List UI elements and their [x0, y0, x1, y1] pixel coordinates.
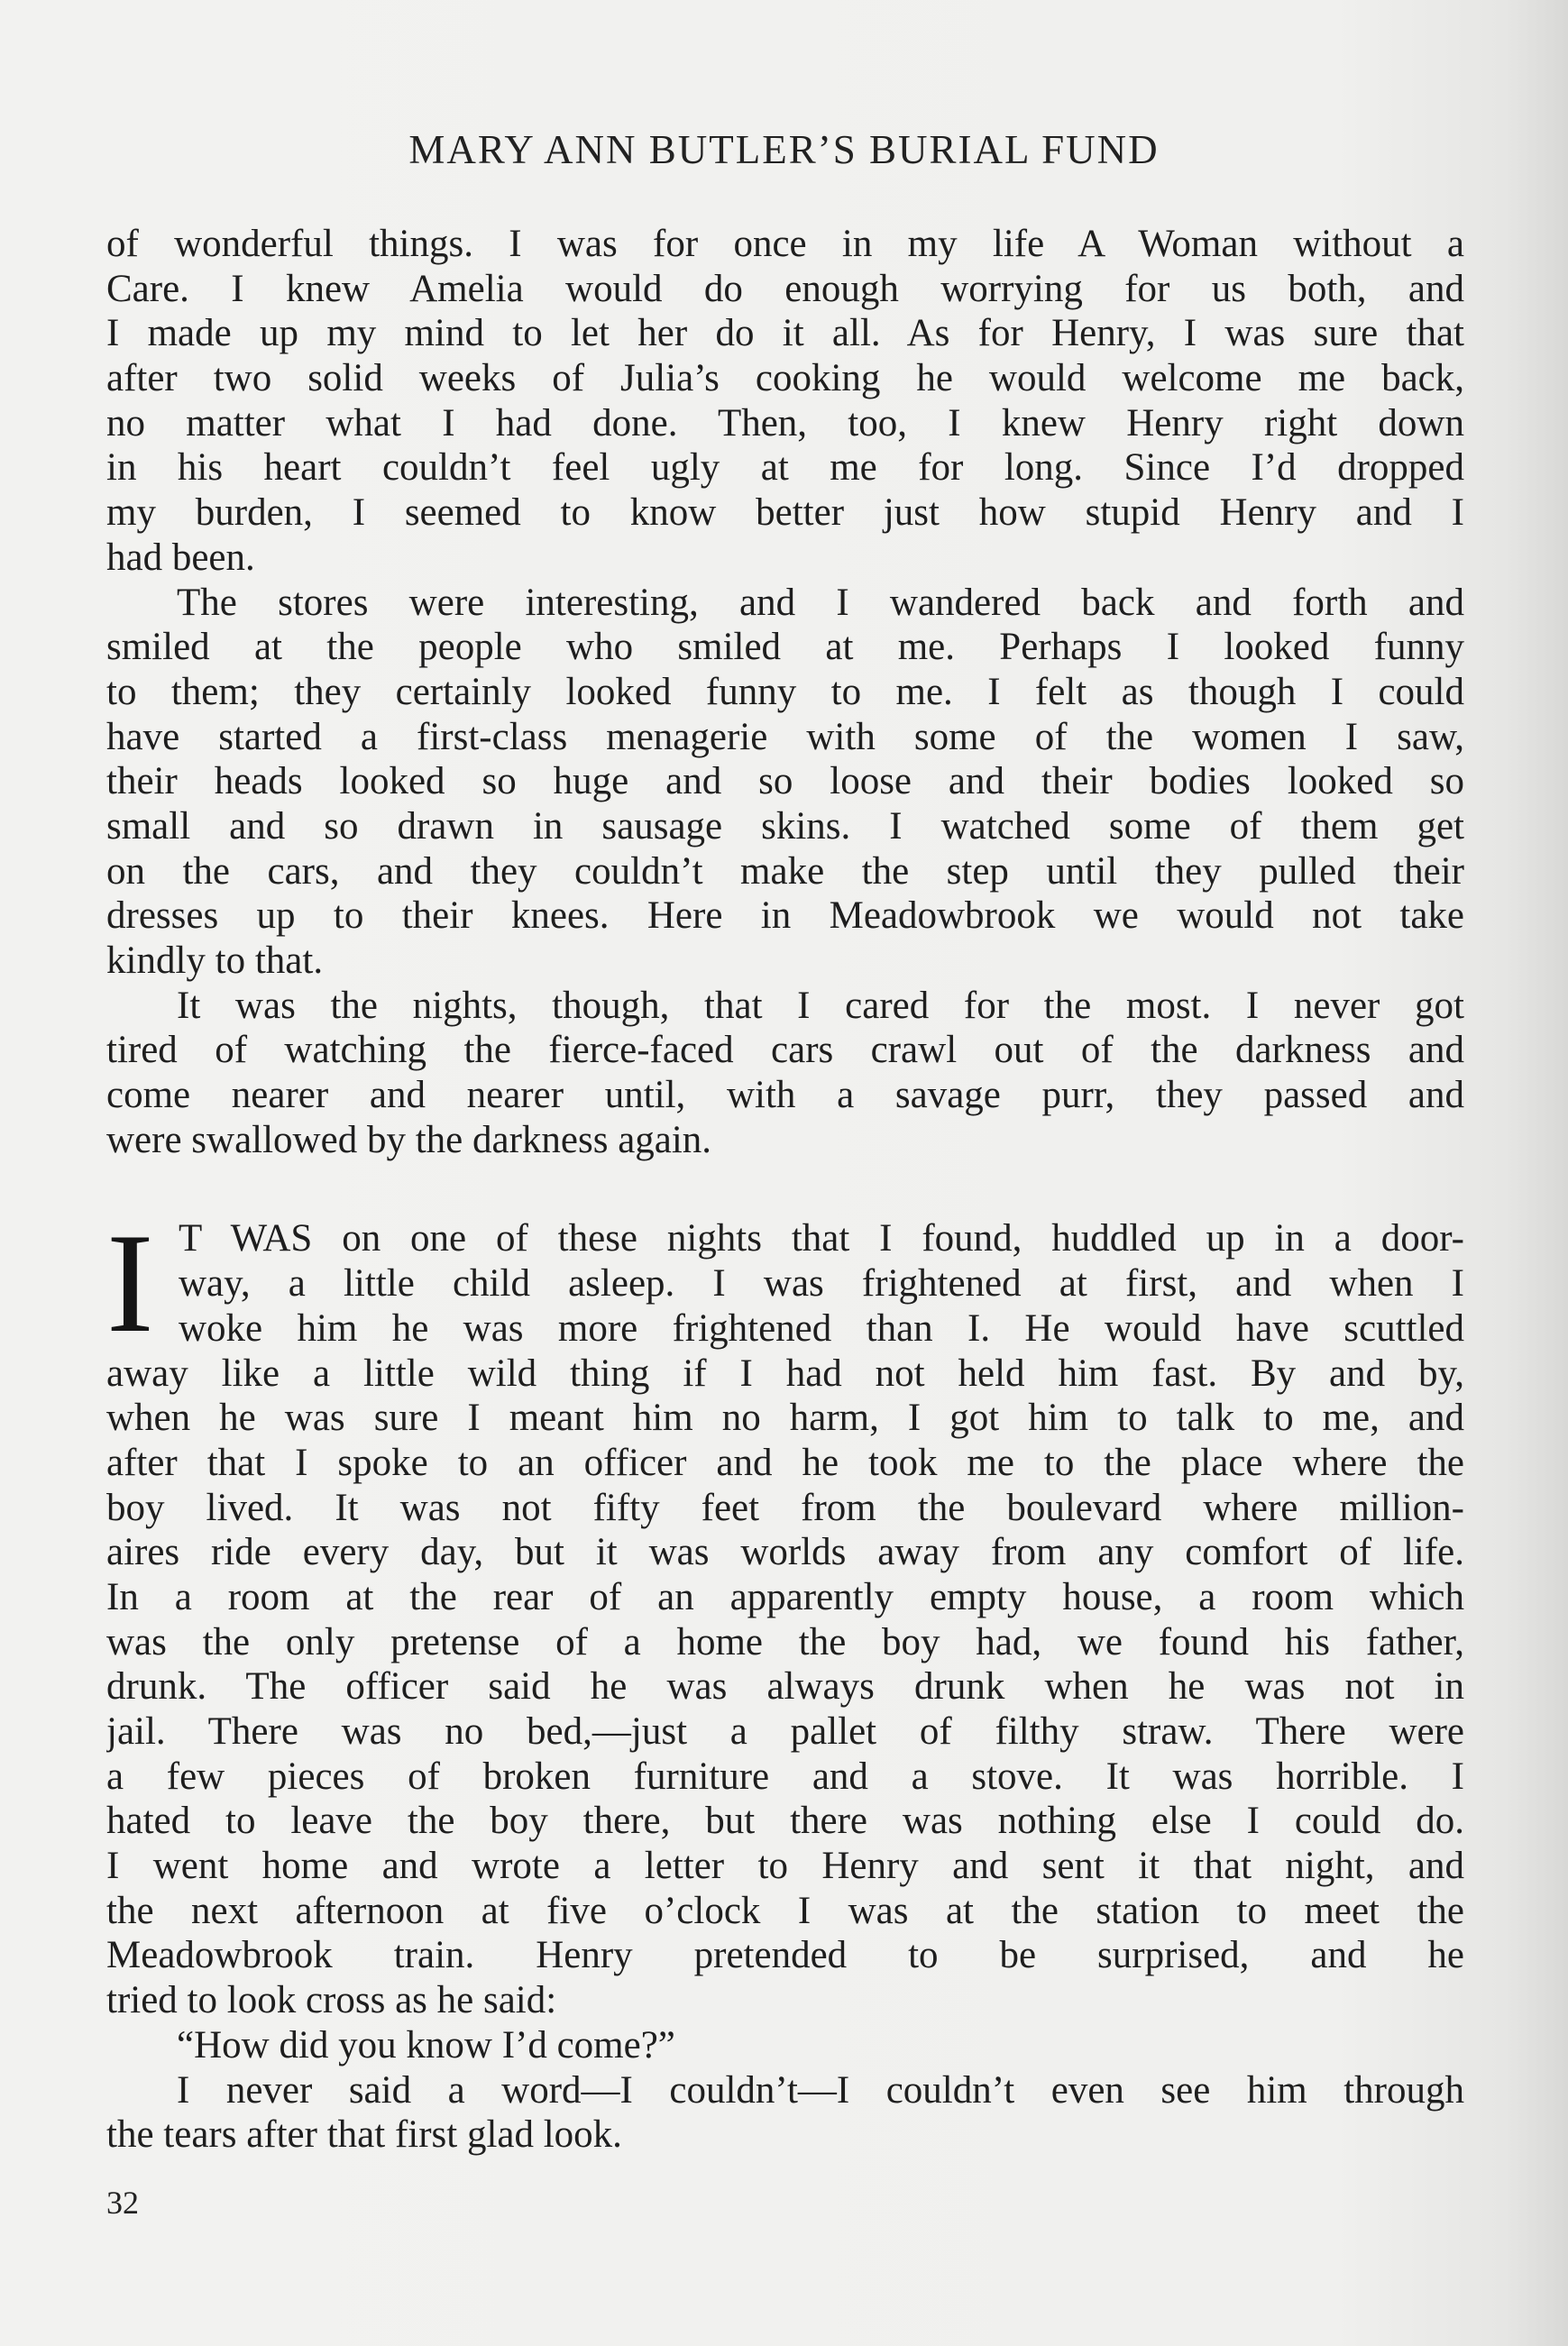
text-line: no matter what I had done. Then, too, I knew Henry right down	[106, 401, 1464, 444]
text-line: way, a little child asleep. I was frightened at first, and when I	[179, 1262, 1464, 1306]
text-line: Care. I knew Amelia would do enough worrying for us both, and	[106, 267, 1464, 310]
text-line: in his heart couldn’t feel ugly at me for long. Since I’d dropped	[106, 446, 1464, 490]
text-line: tired of watching the fierce-faced cars crawl out of the darkness and	[106, 1029, 1464, 1072]
text-line: I made up my mind to let her do it all. As for Henry, I was sure that	[106, 312, 1464, 355]
text-line: after that I spoke to an officer and he took me to the place where the	[106, 1441, 1464, 1484]
text-line: woke him he was more frightened than I. He would have scuttled	[179, 1306, 1464, 1350]
text-line: smiled at the people who smiled at me. Perhaps I looked funny	[106, 626, 1464, 669]
text-line: of wonderful things. I was for once in my life A Woman without a	[106, 223, 1464, 265]
text-line: come nearer and nearer until, with a savage purr, they passed and	[106, 1074, 1464, 1117]
drop-cap-initial: I	[106, 1205, 154, 1362]
text-line: It was the nights, though, that I cared for the most. I never got	[177, 984, 1464, 1027]
text-line: a few pieces of broken furniture and a stove. It was horrible. I	[106, 1755, 1464, 1798]
text-line: when he was sure I meant him no harm, I got him to talk to me, and	[106, 1397, 1464, 1440]
text-line: my burden, I seemed to know better just how stupid Henry and I	[106, 491, 1464, 535]
text-line: aires ride every day, but it was worlds away from any comfort of life.	[106, 1531, 1464, 1574]
text-line: jail. There was no bed,—just a pallet of filthy straw. There were	[106, 1710, 1464, 1753]
section-break	[106, 1162, 1464, 1216]
text-line: tried to look cross as he said:	[106, 1979, 557, 2022]
text-line: “How did you know I’d come?”	[177, 2023, 675, 2066]
text-line: was the only pretense of a home the boy had, we found his father,	[106, 1620, 1464, 1663]
body-text	[106, 222, 1464, 2158]
text-line: The stores were interesting, and I wandered back and forth and	[177, 581, 1464, 624]
text-line: after two solid weeks of Julia’s cooking he would welcome me back,	[106, 357, 1464, 400]
text-line: their heads looked so huge and so loose and their bodies looked so	[106, 760, 1464, 803]
text-line: small and so drawn in sausage skins. I watched some of them get	[106, 804, 1464, 848]
text-line: hated to leave the boy there, but there was nothing else I could do.	[106, 1800, 1464, 1843]
text-line: have started a first-class menagerie with some of the women I saw,	[106, 715, 1464, 758]
text-line: had been.	[106, 536, 255, 579]
text-line: drunk. The officer said he was always drunk when he was not in	[106, 1665, 1464, 1709]
text-line: boy lived. It was not fifty feet from the boulevard where million-	[106, 1486, 1464, 1529]
text-line: Meadowbrook train. Henry pretended to be surprised, and he	[106, 1934, 1464, 1977]
text-line: the tears after that first glad look.	[106, 2113, 622, 2157]
running-title: MARY ANN BUTLER’S BURIAL FUND	[408, 127, 1160, 172]
page-number: 32	[106, 2185, 139, 2221]
text-line: were swallowed by the darkness again.	[106, 1118, 712, 1161]
text-line: I never said a word—I couldn’t—I couldn’t even see him through	[177, 2068, 1464, 2112]
text-line: dresses up to their knees. Here in Meadowbrook we would not take	[106, 894, 1464, 938]
text-line: on the cars, and they couldn’t make the step until they pulled their	[106, 849, 1464, 893]
text-line: In a room at the rear of an apparently empty house, a room which	[106, 1575, 1464, 1618]
text-line: kindly to that.	[106, 939, 324, 982]
text-line: T WAS on one of these nights that I found, huddled up in a door-	[179, 1217, 1464, 1260]
text-line: to them; they certainly looked funny to me. I felt as though I could	[106, 670, 1464, 713]
text-line: I went home and wrote a letter to Henry and sent it that night, and	[106, 1845, 1464, 1888]
text-line: away like a little wild thing if I had not held him fast. By and by,	[106, 1352, 1464, 1395]
text-line: the next afternoon at five o’clock I was at the station to meet the	[106, 1889, 1464, 1932]
